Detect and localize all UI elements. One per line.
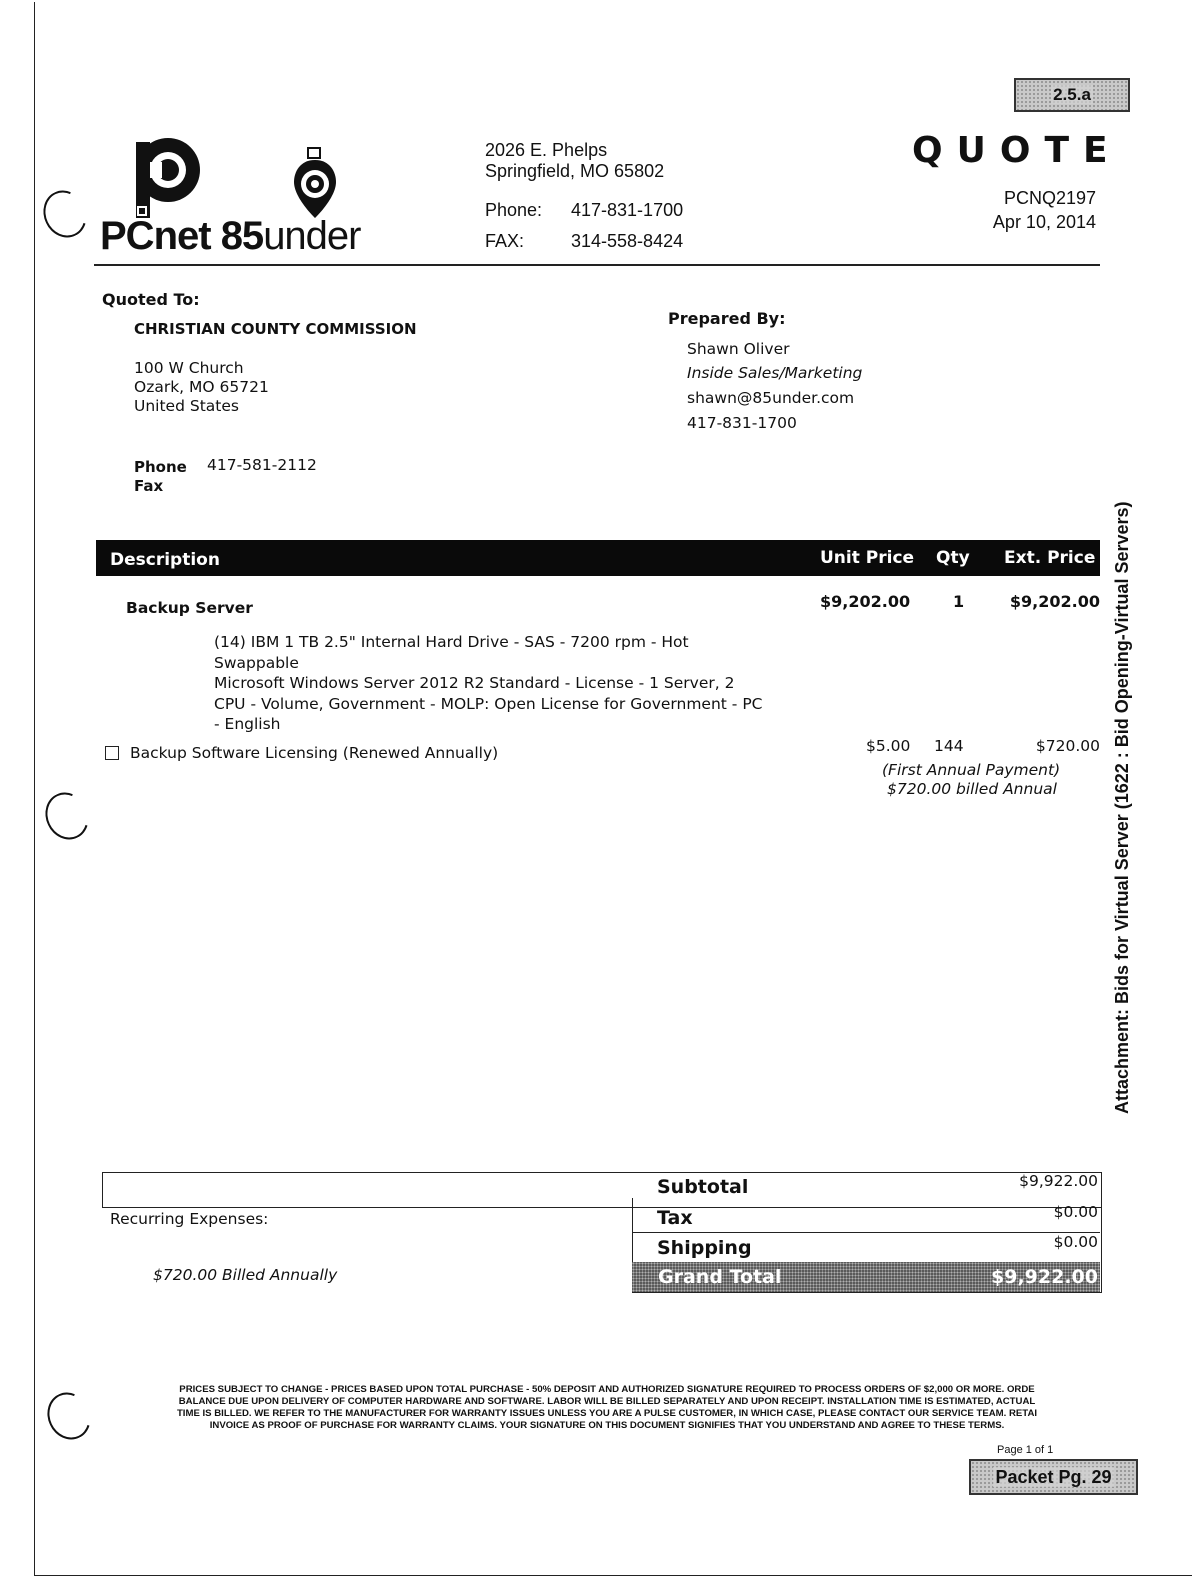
terms-line: TIME IS BILLED. WE REFER TO THE MANUFACTURER FOR WARRANTY ISSUES UNLESS YOU ARE A PULSE CUSTOMER, IN WHICH CASE, PLEASE CONTACT OUR SERVICE TEAM. RETAI <box>176 1408 1038 1419</box>
p-logo-icon <box>130 138 210 218</box>
item-name: Backup Server <box>126 599 253 617</box>
customer-address <box>134 359 269 416</box>
header-qty: Qty <box>936 548 970 568</box>
company-street: 2026 E. Phelps <box>485 140 608 160</box>
shipping-value: $0.00 <box>1053 1233 1098 1251</box>
item-detail-line: - English <box>214 715 281 733</box>
totals-divider <box>632 1232 1100 1233</box>
page-number: Page 1 of 1 <box>997 1444 1054 1456</box>
recurring-label: Recurring Expenses: <box>110 1210 269 1228</box>
preparer-title: Inside Sales/Marketing <box>687 364 863 382</box>
tax-label: Tax <box>657 1207 693 1229</box>
item-name: Backup Software Licensing (Renewed Annually) <box>130 744 499 762</box>
header-divider <box>94 264 1100 266</box>
company-logo <box>100 138 361 258</box>
logo-under: under <box>263 214 361 258</box>
customer-fax-label: Fax <box>134 477 164 495</box>
exhibit-stamp <box>1014 78 1130 112</box>
item-qty: 144 <box>934 737 964 755</box>
item-qty: 1 <box>953 592 965 611</box>
packet-page-stamp <box>969 1459 1138 1495</box>
item-unit-price: $9,202.00 <box>820 592 911 611</box>
quote-number: PCNQ2197 <box>1003 188 1096 208</box>
customer-name: CHRISTIAN COUNTY COMMISSION <box>134 320 417 338</box>
item-unit-price: $5.00 <box>866 737 911 755</box>
header-ext-price: Ext. Price <box>1004 548 1096 568</box>
header-unit-price: Unit Price <box>820 548 915 568</box>
item-ext-price: $720.00 <box>1035 737 1100 755</box>
item-detail-line: (14) IBM 1 TB 2.5" Internal Hard Drive - SAS - 7200 rpm - Hot <box>214 633 689 651</box>
logo-wordmark <box>100 214 361 259</box>
company-address <box>485 140 664 182</box>
company-fax: 314-558-8424 <box>571 231 684 251</box>
customer-phone-label: Phone <box>134 458 187 476</box>
terms-line: PRICES SUBJECT TO CHANGE - PRICES BASED UPON TOTAL PURCHASE - 50% DEPOSIT AND AUTHORIZED SIGNATURE REQUIRED TO PROCESS ORDERS OF $2,000 OR MORE. ORDE <box>179 1384 1035 1395</box>
subtotal-value: $9,922.00 <box>1019 1172 1098 1190</box>
tax-value: $0.00 <box>1053 1203 1098 1221</box>
company-phone: 417-831-1700 <box>571 200 684 220</box>
item-detail-line: CPU - Volume, Government - MOLP: Open License for Government - PC <box>214 694 763 713</box>
customer-phone: 417-581-2112 <box>207 456 317 474</box>
shipping-label: Shipping <box>657 1237 752 1259</box>
table-header <box>96 540 1100 576</box>
customer-address-line2: Ozark, MO 65721 <box>134 378 269 396</box>
customer-address-line1: 100 W Church <box>134 359 244 377</box>
prepared-by-label: Prepared By: <box>668 309 786 328</box>
item-detail-line: Swappable <box>214 653 299 672</box>
item-note: (First Annual Payment) <box>882 761 1061 779</box>
attachment-side-note: Attachment: Bids for Virtual Server (1622 : Bid Opening-Virtual Servers) <box>1112 501 1132 1114</box>
quote-title: QUOTE <box>912 130 1122 171</box>
item-ext-price: $9,202.00 <box>1009 592 1100 611</box>
logo-pcnet: PCnet <box>100 214 221 258</box>
grand-total-label: Grand Total <box>658 1266 782 1288</box>
terms-line: INVOICE AS PROOF OF PURCHASE FOR WARRANTY CLAIMS. YOUR SIGNATURE ON THIS DOCUMENT SIGNIFIES THAT YOU UNDERSTAND AND AGREE TO THESE TERMS. <box>209 1420 1005 1431</box>
item-details <box>214 632 763 735</box>
preparer-name: Shawn Oliver <box>687 340 790 358</box>
grand-total-value: $9,922.00 <box>991 1266 1098 1288</box>
grand-total-row <box>632 1262 1100 1292</box>
terms-footer <box>112 1384 1102 1432</box>
header-description: Description <box>110 550 220 570</box>
customer-country: United States <box>134 397 239 415</box>
quote-date: Apr 10, 2014 <box>992 212 1096 232</box>
company-phone-label: Phone: <box>485 200 543 220</box>
preparer-email: shawn@85under.com <box>687 389 855 407</box>
item-note: $720.00 billed Annual <box>887 780 1057 798</box>
logo-85: 85 <box>220 214 264 258</box>
recurring-value: $720.00 Billed Annually <box>153 1266 338 1284</box>
item-detail-line: Microsoft Windows Server 2012 R2 Standard - License - 1 Server, 2 <box>214 674 735 692</box>
preparer-phone: 417-831-1700 <box>687 414 797 432</box>
subtotal-label: Subtotal <box>657 1176 749 1198</box>
company-fax-label: FAX: <box>485 231 525 251</box>
packet-page-label: Packet Pg. 29 <box>995 1467 1112 1487</box>
company-city: Springfield, MO 65802 <box>485 161 665 181</box>
item-checkbox[interactable] <box>105 746 119 760</box>
exhibit-stamp-label: 2.5.a <box>1053 85 1091 104</box>
terms-line: BALANCE DUE UPON DELIVERY OF COMPUTER HARDWARE AND SOFTWARE. LABOR WILL BE BILLED SEPARATELY AND UPON RECEIPT. INSTALLATION TIME IS ESTIMATED, ACTUAL <box>178 1396 1036 1407</box>
quoted-to-label: Quoted To: <box>102 290 200 309</box>
